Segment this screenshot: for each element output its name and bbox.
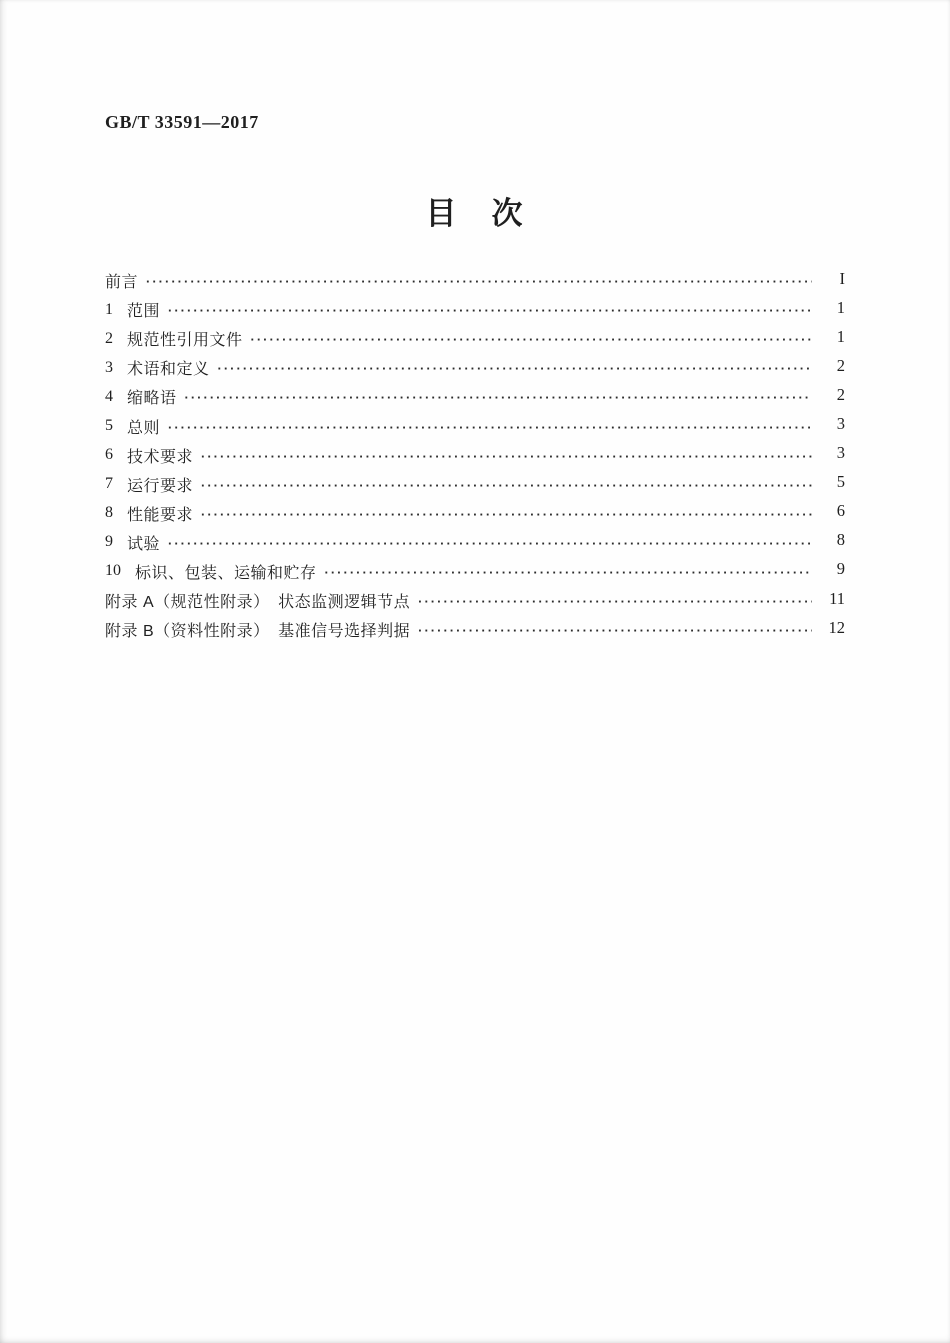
dot-leader — [251, 332, 812, 347]
toc-entry-number: 6 — [105, 446, 113, 464]
standard-number: GB/T 33591—2017 — [105, 112, 259, 132]
toc-entry — [105, 441, 845, 470]
toc-entry-title: 缩略语 — [127, 390, 177, 408]
page-number: 6 — [836, 501, 845, 521]
dot-leader — [201, 507, 812, 522]
toc-entry-number: 8 — [105, 504, 113, 522]
dot-leader — [418, 594, 812, 609]
page-title: 目 次 — [425, 196, 525, 231]
table-of-contents — [105, 266, 845, 644]
toc-entry — [105, 528, 845, 557]
dot-leader — [201, 478, 812, 493]
toc-entry-number: 9 — [105, 533, 113, 551]
toc-entry — [105, 557, 845, 586]
dot-leader — [146, 274, 812, 289]
toc-entry — [105, 353, 845, 382]
dot-leader — [218, 361, 812, 376]
page-number: 2 — [836, 355, 845, 375]
toc-entry — [105, 266, 845, 295]
dot-leader — [201, 449, 812, 464]
toc-entry — [105, 586, 845, 615]
toc-entry-title: 范围 — [127, 303, 161, 321]
toc-entry-number: 5 — [105, 417, 113, 435]
toc-entry — [105, 499, 845, 528]
page-number: 1 — [836, 326, 845, 346]
toc-entry — [105, 295, 845, 324]
toc-entry-title: 运行要求 — [127, 477, 194, 495]
page-number: 11 — [829, 588, 845, 608]
page-number: 1 — [836, 297, 845, 317]
dot-leader — [168, 536, 812, 551]
toc-entry-title: 总则 — [127, 419, 161, 437]
toc-entry-number: 1 — [105, 300, 113, 318]
toc-entry — [105, 470, 845, 499]
page-number: I — [839, 268, 845, 288]
toc-entry-title: 附录 A（规范性附录） 状态监测逻辑节点 — [105, 594, 411, 612]
toc-entry-title: 性能要求 — [127, 506, 194, 524]
toc-entry — [105, 324, 845, 353]
toc-entry-title: 术语和定义 — [127, 361, 210, 379]
toc-entry-title: 试验 — [127, 535, 161, 553]
toc-entry-number: 4 — [105, 387, 113, 405]
page-number: 3 — [836, 414, 845, 434]
toc-entry-number: 2 — [105, 329, 113, 347]
toc-entry — [105, 382, 845, 411]
toc-entry-number: 7 — [105, 475, 113, 493]
page-number: 5 — [836, 472, 845, 492]
dot-leader — [168, 420, 812, 435]
dot-leader — [418, 623, 812, 638]
dot-leader — [185, 390, 812, 405]
page-number: 8 — [836, 530, 845, 550]
dot-leader — [325, 565, 812, 580]
toc-entry-title: 技术要求 — [127, 448, 194, 466]
toc-entry-number: 3 — [105, 358, 113, 376]
toc-entry-title: 附录 B（资料性附录） 基准信号选择判据 — [105, 623, 411, 641]
page-number: 3 — [836, 443, 845, 463]
toc-entry-title: 规范性引用文件 — [127, 332, 243, 350]
toc-entry-title: 前言 — [105, 274, 139, 292]
dot-leader — [168, 303, 812, 318]
toc-entry-title: 标识、包装、运输和贮存 — [135, 564, 317, 582]
toc-entry-number: 10 — [105, 562, 121, 580]
toc-entry — [105, 615, 845, 644]
page-number: 9 — [836, 559, 845, 579]
page-number: 12 — [828, 617, 845, 637]
page-number: 2 — [836, 384, 845, 404]
toc-entry — [105, 411, 845, 440]
